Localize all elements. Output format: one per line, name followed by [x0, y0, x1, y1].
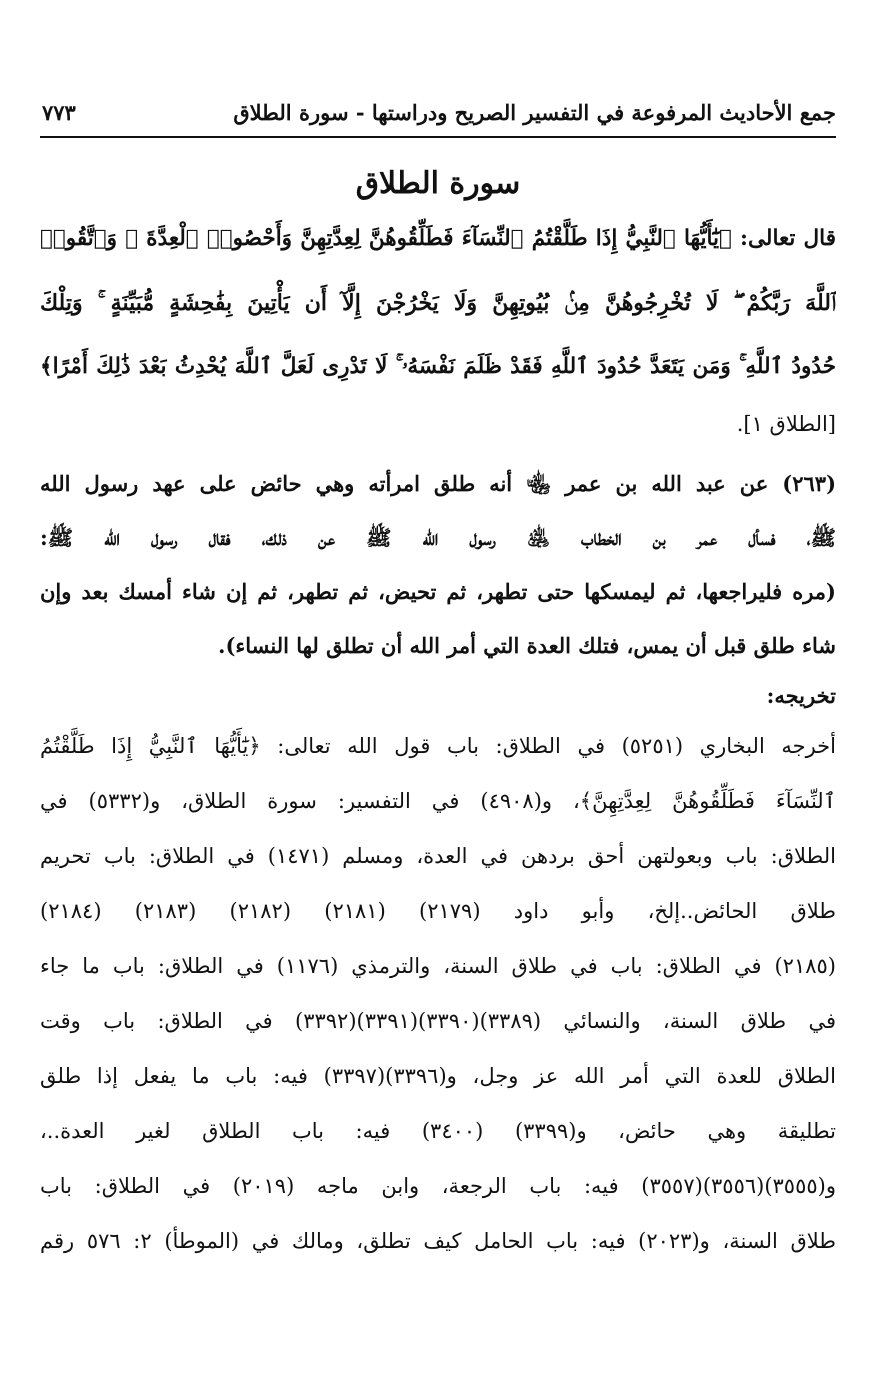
takhrij-heading: تخريجه:: [766, 683, 836, 708]
takhrij-line: في طلاق السنة، والنسائي (٣٣٨٩)(٣٣٩٠)(٣٣٩١)(٣٣٩٢) في الطلاق: باب وقت: [40, 1009, 836, 1033]
verse-line: ٱللَّهَ رَبَّكُمْ ۖ لَا تُخْرِجُوهُنَّ مِنۢ بُيُوتِهِنَّ وَلَا يَخْرُجْنَ إِلَّآ أَن يَأْتِينَ بِفَٰحِشَةٍ مُّبَيِّنَةٍ ۚ وَتِلْكَ: [40, 290, 836, 316]
hadith-line: (مره فليراجعها، ثم ليمسكها حتى تطهر، ثم تحيض، ثم تطهر، ثم إن شاء أمسك بعد وإن: [40, 579, 836, 604]
hadith-text: [40, 457, 836, 673]
takhrij-line: طلاق السنة، و(٢٠٢٣) فيه: باب الحامل كيف تطلق، ومالك في (الموطأ) ٢: ٥٧٦ رقم: [40, 1229, 836, 1253]
takhrij-text: [40, 719, 836, 1269]
takhrij-line: و(٣٥٥٥)(٣٥٥٦)(٣٥٥٧) فيه: باب الرجعة، وابن ماجه (٢٠١٩) في الطلاق: باب: [40, 1174, 836, 1198]
takhrij-line: (٢١٨٥) في الطلاق: باب في طلاق السنة، والترمذي (١١٧٦) في الطلاق: باب ما جاء: [40, 954, 836, 978]
takhrij-line: ٱلنِّسَآءَ فَطَلِّقُوهُنَّ لِعِدَّتِهِنَّ﴾، و(٤٩٠٨) في التفسير: سورة الطلاق، و(٥٣٣٢) في: [40, 789, 836, 813]
takhrij-line: طلاق الحائض..إلخ، وأبو داود (٢١٧٩) (٢١٨١) (٢١٨٢) (٢١٨٣) (٢١٨٤): [40, 899, 836, 923]
page-number: ٧٧٣: [42, 100, 76, 125]
takhrij-line: أخرجه البخاري (٥٢٥١) في الطلاق: باب قول الله تعالى: ﴿يَٰٓأَيُّهَا ٱلنَّبِيُّ إِذَا طَلَّقْتُمُ: [40, 734, 836, 758]
surah-title: سورة الطلاق: [355, 166, 521, 201]
quran-verse: [40, 207, 836, 399]
verse-line: حُدُودُ ٱللَّهِ ۚ وَمَن يَتَعَدَّ حُدُودَ ٱللَّهِ فَقَدْ ظَلَمَ نَفْسَهُۥ ۚ لَا تَدْرِى لَعَلَّ ٱللَّهَ يُحْدِثُ بَعْدَ ذَٰلِكَ أَمْرًا﴾: [40, 354, 836, 379]
takhrij-line: الطلاق للعدة التي أمر الله عز وجل، و(٣٣٩٦)(٣٣٩٧) فيه: باب ما يفعل إذا طلق: [40, 1064, 836, 1088]
running-title: جمع الأحاديث المرفوعة في التفسير الصريح ودراستها - سورة الطلاق: [233, 100, 836, 125]
verse-line: قال تعالى: ﴿يَٰٓأَيُّهَا ٱلنَّبِيُّ إِذَا طَلَّقْتُمُ ٱلنِّسَآءَ فَطَلِّقُوهُنَّ لِعِدَّتِهِنَّ وَأَحْصُوا۟ ٱلْعِدَّةَ ۖ وَٱتَّقُوا۟: [40, 226, 836, 251]
running-header: [40, 96, 836, 138]
hadith-line: (٢٦٣) عن عبد الله بن عمر ﵄ أنه طلق امرأته وهي حائض على عهد رسول الله: [40, 471, 836, 496]
verse-reference: [الطلاق ١].: [736, 412, 836, 436]
hadith-line: ﷺ، فسأل عمر بن الخطاب ﵁ رسول الله ﷺ عن ذلك، فقال رسول الله ﷺ:: [40, 525, 836, 550]
hadith-line: شاء طلق قبل أن يمس، فتلك العدة التي أمر الله أن تطلق لها النساء).: [218, 633, 836, 658]
takhrij-line: الطلاق: باب وبعولتهن أحق بردهن في العدة، ومسلم (١٤٧١) في الطلاق: باب تحريم: [40, 844, 836, 868]
takhrij-line: تطليقة وهي حائض، و(٣٣٩٩) (٣٤٠٠) فيه: باب الطلاق لغير العدة..،: [40, 1119, 836, 1143]
book-page: [40, 96, 836, 1269]
